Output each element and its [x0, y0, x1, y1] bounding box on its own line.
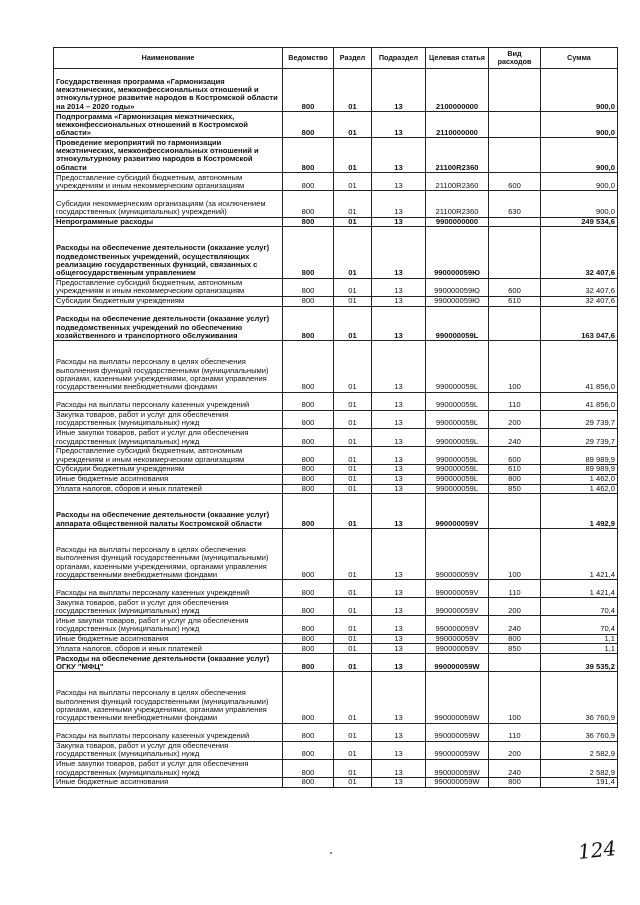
cell-sum: 1,1 [541, 634, 618, 644]
cell-subsection: 13 [372, 494, 426, 529]
cell-name: Иные закупки товаров, работ и услуг для обеспечения государственных (муниципальных) нужд [54, 759, 283, 777]
header-dept: Ведомство [283, 48, 334, 69]
cell-dept: 800 [283, 672, 334, 723]
cell-subsection: 13 [372, 616, 426, 634]
cell-section: 01 [334, 112, 372, 138]
cell-dept: 800 [283, 580, 334, 598]
table-row [54, 634, 618, 644]
cell-name: Субсидии бюджетным учреждениям [54, 296, 283, 306]
table-row [54, 69, 618, 112]
cell-expense-type: 610 [489, 296, 541, 306]
cell-expense-type [489, 654, 541, 672]
cell-section: 01 [334, 227, 372, 278]
cell-sum: 70,4 [541, 598, 618, 616]
cell-name: Расходы на выплаты персоналу казенных учреждений [54, 723, 283, 741]
cell-article: 990000059W [426, 777, 489, 787]
cell-dept: 800 [283, 484, 334, 494]
cell-name: Расходы на выплаты персоналу казенных учреждений [54, 580, 283, 598]
table-row [54, 173, 618, 191]
cell-dept: 800 [283, 341, 334, 392]
table-row [54, 341, 618, 392]
table-row [54, 616, 618, 634]
cell-dept: 800 [283, 392, 334, 410]
cell-subsection: 13 [372, 741, 426, 759]
cell-sum: 900,0 [541, 191, 618, 217]
table-row [54, 741, 618, 759]
cell-name: Иные бюджетные ассигнования [54, 777, 283, 787]
cell-subsection: 13 [372, 580, 426, 598]
table-row [54, 474, 618, 484]
cell-section: 01 [334, 723, 372, 741]
cell-dept: 800 [283, 528, 334, 579]
cell-sum: 70,4 [541, 616, 618, 634]
cell-article: 990000059Ю [426, 278, 489, 296]
cell-name: Субсидии бюджетным учреждениям [54, 464, 283, 474]
cell-article: 990000059W [426, 759, 489, 777]
table-row [54, 191, 618, 217]
cell-name: Подпрограмма «Гармонизация межэтнических, межконфессиональных отношений в Костромской области» [54, 112, 283, 138]
cell-name: Закупка товаров, работ и услуг для обеспечения государственных (муниципальных) нужд [54, 598, 283, 616]
cell-name: Иные закупки товаров, работ и услуг для обеспечения государственных (муниципальных) нужд [54, 616, 283, 634]
table-row [54, 306, 618, 341]
table-row [54, 654, 618, 672]
cell-expense-type: 240 [489, 616, 541, 634]
cell-section: 01 [334, 410, 372, 428]
page-number: 124 [576, 836, 618, 864]
cell-sum: 36 760,9 [541, 672, 618, 723]
cell-expense-type [489, 112, 541, 138]
cell-subsection: 13 [372, 759, 426, 777]
cell-name: Расходы на обеспечение деятельности (оказание услуг) подведомственных учреждений, осуществляющих реализацию государственных функций, связанных с общегосударственным управлением [54, 227, 283, 278]
cell-expense-type: 100 [489, 672, 541, 723]
cell-sum: 41 856,0 [541, 392, 618, 410]
cell-subsection: 13 [372, 528, 426, 579]
cell-section: 01 [334, 654, 372, 672]
cell-dept: 800 [283, 278, 334, 296]
cell-subsection: 13 [372, 138, 426, 173]
cell-expense-type [489, 494, 541, 529]
cell-article: 990000059L [426, 474, 489, 484]
table-row [54, 464, 618, 474]
cell-sum: 32 407,6 [541, 227, 618, 278]
cell-sum: 249 534,6 [541, 217, 618, 227]
cell-dept: 800 [283, 446, 334, 464]
cell-article: 990000059L [426, 341, 489, 392]
table-row [54, 227, 618, 278]
cell-expense-type: 600 [489, 446, 541, 464]
cell-dept: 800 [283, 428, 334, 446]
cell-expense-type [489, 138, 541, 173]
cell-article: 990000059Ю [426, 296, 489, 306]
cell-dept: 800 [283, 634, 334, 644]
cell-dept: 800 [283, 598, 334, 616]
cell-section: 01 [334, 446, 372, 464]
header-section: Раздел [334, 48, 372, 69]
cell-expense-type [489, 306, 541, 341]
cell-name: Субсидии некоммерческим организациям (за исключением государственных (муниципальных) учреждений) [54, 191, 283, 217]
cell-article: 2110000000 [426, 112, 489, 138]
cell-subsection: 13 [372, 306, 426, 341]
cell-dept: 800 [283, 616, 334, 634]
cell-name: Уплата налогов, сборов и иных платежей [54, 484, 283, 494]
cell-name: Закупка товаров, работ и услуг для обеспечения государственных (муниципальных) нужд [54, 741, 283, 759]
cell-expense-type [489, 217, 541, 227]
cell-article: 990000059L [426, 464, 489, 474]
header-name: Наименование [54, 48, 283, 69]
cell-expense-type: 100 [489, 528, 541, 579]
cell-article: 990000059L [426, 306, 489, 341]
cell-dept: 800 [283, 474, 334, 484]
cell-expense-type: 610 [489, 464, 541, 474]
cell-subsection: 13 [372, 654, 426, 672]
cell-subsection: 13 [372, 428, 426, 446]
cell-dept: 800 [283, 464, 334, 474]
cell-article: 9900000000 [426, 217, 489, 227]
cell-name: Расходы на обеспечение деятельности (оказание услуг) подведомственных учреждений по обеспечению хозяйственного и транспортного обслуживания [54, 306, 283, 341]
cell-dept: 800 [283, 227, 334, 278]
cell-dept: 800 [283, 173, 334, 191]
cell-sum: 1 462,0 [541, 474, 618, 484]
cell-section: 01 [334, 580, 372, 598]
cell-name: Иные закупки товаров, работ и услуг для обеспечения государственных (муниципальных) нужд [54, 428, 283, 446]
cell-section: 01 [334, 296, 372, 306]
table-row [54, 723, 618, 741]
cell-subsection: 13 [372, 598, 426, 616]
table-row [54, 217, 618, 227]
cell-subsection: 13 [372, 112, 426, 138]
cell-sum: 900,0 [541, 173, 618, 191]
cell-subsection: 13 [372, 723, 426, 741]
cell-sum: 900,0 [541, 138, 618, 173]
cell-section: 01 [334, 341, 372, 392]
cell-subsection: 13 [372, 777, 426, 787]
cell-subsection: 13 [372, 173, 426, 191]
cell-section: 01 [334, 616, 372, 634]
cell-expense-type: 110 [489, 723, 541, 741]
cell-subsection: 13 [372, 341, 426, 392]
table-row [54, 598, 618, 616]
cell-subsection: 13 [372, 227, 426, 278]
table-row [54, 528, 618, 579]
cell-name: Расходы на выплаты персоналу казенных учреждений [54, 392, 283, 410]
cell-name: Расходы на обеспечение деятельности (оказание услуг) аппарата общественной палаты Костромской области [54, 494, 283, 529]
cell-section: 01 [334, 392, 372, 410]
cell-article: 990000059V [426, 580, 489, 598]
table-row [54, 428, 618, 446]
table-row [54, 392, 618, 410]
cell-subsection: 13 [372, 446, 426, 464]
cell-expense-type: 240 [489, 428, 541, 446]
cell-section: 01 [334, 217, 372, 227]
cell-sum: 1,1 [541, 644, 618, 654]
header-expense-type: Вид расходов [489, 48, 541, 69]
table-row [54, 759, 618, 777]
cell-subsection: 13 [372, 644, 426, 654]
cell-sum: 2 582,9 [541, 741, 618, 759]
cell-article: 990000059L [426, 428, 489, 446]
cell-subsection: 13 [372, 296, 426, 306]
cell-expense-type: 800 [489, 474, 541, 484]
table-row [54, 484, 618, 494]
cell-dept: 800 [283, 654, 334, 672]
cell-section: 01 [334, 634, 372, 644]
cell-article: 990000059V [426, 634, 489, 644]
cell-article: 21100R2360 [426, 191, 489, 217]
cell-section: 01 [334, 644, 372, 654]
table-header-row [54, 48, 618, 69]
cell-expense-type: 630 [489, 191, 541, 217]
cell-dept: 800 [283, 644, 334, 654]
cell-sum: 32 407,6 [541, 278, 618, 296]
cell-name: Расходы на выплаты персоналу в целях обеспечения выполнения функций государственными (муниципальными) органами, казенными учреждениями, органами управления государственными внебюджетными фондами [54, 341, 283, 392]
cell-sum: 2 582,9 [541, 759, 618, 777]
cell-sum: 900,0 [541, 69, 618, 112]
cell-expense-type: 800 [489, 777, 541, 787]
cell-subsection: 13 [372, 217, 426, 227]
cell-section: 01 [334, 494, 372, 529]
cell-sum: 900,0 [541, 112, 618, 138]
cell-dept: 800 [283, 112, 334, 138]
cell-name: Закупка товаров, работ и услуг для обеспечения государственных (муниципальных) нужд [54, 410, 283, 428]
cell-subsection: 13 [372, 278, 426, 296]
cell-dept: 800 [283, 759, 334, 777]
cell-name: Расходы на выплаты персоналу в целях обеспечения выполнения функций государственными (муниципальными) органами, казенными учреждениями, органами управления государственными внебюджетными фондами [54, 528, 283, 579]
cell-article: 990000059L [426, 446, 489, 464]
cell-sum: 29 739,7 [541, 428, 618, 446]
cell-expense-type: 200 [489, 741, 541, 759]
header-article: Целевая статья [426, 48, 489, 69]
cell-article: 990000059L [426, 484, 489, 494]
cell-expense-type: 850 [489, 484, 541, 494]
cell-expense-type: 600 [489, 173, 541, 191]
cell-subsection: 13 [372, 191, 426, 217]
cell-subsection: 13 [372, 410, 426, 428]
cell-expense-type: 200 [489, 410, 541, 428]
scan-speck [330, 852, 332, 854]
table-row [54, 777, 618, 787]
cell-expense-type: 600 [489, 278, 541, 296]
cell-section: 01 [334, 777, 372, 787]
cell-name: Иные бюджетные ассигнования [54, 474, 283, 484]
cell-article: 2100000000 [426, 69, 489, 112]
cell-section: 01 [334, 474, 372, 484]
cell-sum: 1 421,4 [541, 580, 618, 598]
cell-dept: 800 [283, 138, 334, 173]
cell-expense-type [489, 227, 541, 278]
table-row [54, 580, 618, 598]
cell-expense-type: 200 [489, 598, 541, 616]
cell-section: 01 [334, 138, 372, 173]
cell-article: 990000059W [426, 672, 489, 723]
header-subsection: Подраздел [372, 48, 426, 69]
cell-name: Уплата налогов, сборов и иных платежей [54, 644, 283, 654]
cell-sum: 163 047,6 [541, 306, 618, 341]
cell-expense-type: 240 [489, 759, 541, 777]
cell-article: 21100R2360 [426, 138, 489, 173]
cell-article: 990000059W [426, 723, 489, 741]
cell-sum: 36 760,9 [541, 723, 618, 741]
cell-dept: 800 [283, 191, 334, 217]
header-sum: Сумма [541, 48, 618, 69]
cell-subsection: 13 [372, 69, 426, 112]
cell-dept: 800 [283, 69, 334, 112]
cell-dept: 800 [283, 410, 334, 428]
cell-section: 01 [334, 428, 372, 446]
table-row [54, 138, 618, 173]
table-row [54, 494, 618, 529]
budget-table-page [53, 47, 617, 788]
cell-sum: 39 535,2 [541, 654, 618, 672]
cell-dept: 800 [283, 777, 334, 787]
cell-section: 01 [334, 306, 372, 341]
cell-sum: 89 989,9 [541, 446, 618, 464]
cell-section: 01 [334, 759, 372, 777]
cell-section: 01 [334, 484, 372, 494]
cell-dept: 800 [283, 217, 334, 227]
cell-article: 990000059W [426, 654, 489, 672]
cell-dept: 800 [283, 306, 334, 341]
cell-dept: 800 [283, 741, 334, 759]
cell-name: Иные бюджетные ассигнования [54, 634, 283, 644]
cell-name: Непрограммные расходы [54, 217, 283, 227]
cell-sum: 41 856,0 [541, 341, 618, 392]
cell-expense-type [489, 69, 541, 112]
cell-article: 990000059V [426, 644, 489, 654]
cell-expense-type: 800 [489, 634, 541, 644]
cell-subsection: 13 [372, 672, 426, 723]
cell-article: 990000059W [426, 741, 489, 759]
cell-article: 990000059L [426, 392, 489, 410]
cell-subsection: 13 [372, 484, 426, 494]
cell-section: 01 [334, 278, 372, 296]
cell-section: 01 [334, 173, 372, 191]
cell-expense-type: 110 [489, 392, 541, 410]
cell-section: 01 [334, 598, 372, 616]
cell-section: 01 [334, 191, 372, 217]
cell-article: 990000059V [426, 616, 489, 634]
budget-table [53, 47, 618, 788]
table-body [54, 69, 618, 788]
cell-expense-type: 100 [489, 341, 541, 392]
cell-article: 21100R2360 [426, 173, 489, 191]
cell-section: 01 [334, 741, 372, 759]
cell-article: 990000059V [426, 494, 489, 529]
cell-subsection: 13 [372, 392, 426, 410]
cell-expense-type: 850 [489, 644, 541, 654]
cell-subsection: 13 [372, 474, 426, 484]
cell-article: 990000059V [426, 598, 489, 616]
cell-dept: 800 [283, 296, 334, 306]
cell-sum: 1 421,4 [541, 528, 618, 579]
table-row [54, 296, 618, 306]
cell-name: Расходы на выплаты персоналу в целях обеспечения выполнения функций государственными (муниципальными) органами, казенными учреждениями, органами управления государственными внебюджетными фондами [54, 672, 283, 723]
cell-article: 990000059V [426, 528, 489, 579]
table-row [54, 672, 618, 723]
table-row [54, 278, 618, 296]
cell-article: 990000059L [426, 410, 489, 428]
cell-name: Предоставление субсидий бюджетным, автономным учреждениям и иным некоммерческим организациям [54, 173, 283, 191]
cell-dept: 800 [283, 723, 334, 741]
cell-subsection: 13 [372, 634, 426, 644]
cell-sum: 29 739,7 [541, 410, 618, 428]
cell-sum: 89 989,9 [541, 464, 618, 474]
cell-section: 01 [334, 464, 372, 474]
cell-name: Проведение мероприятий по гармонизации межэтнических, межконфессиональных отношений и этнокультурному развитию народов в Костромской области [54, 138, 283, 173]
cell-subsection: 13 [372, 464, 426, 474]
cell-section: 01 [334, 672, 372, 723]
cell-sum: 1 462,0 [541, 484, 618, 494]
cell-name: Предоставление субсидий бюджетным, автономным учреждениям и иным некоммерческим организациям [54, 278, 283, 296]
cell-name: Расходы на обеспечение деятельности (оказание услуг) ОГКУ "МФЦ" [54, 654, 283, 672]
cell-sum: 191,4 [541, 777, 618, 787]
cell-sum: 32 407,6 [541, 296, 618, 306]
table-row [54, 446, 618, 464]
cell-section: 01 [334, 528, 372, 579]
cell-name: Государственная программа «Гармонизация межэтнических, межконфессиональных отношений и этнокультурное развитие народов в Костромской области на 2014 – 2020 годы» [54, 69, 283, 112]
cell-article: 990000059Ю [426, 227, 489, 278]
table-row [54, 644, 618, 654]
cell-expense-type: 110 [489, 580, 541, 598]
cell-name: Предоставление субсидий бюджетным, автономным учреждениям и иным некоммерческим организациям [54, 446, 283, 464]
table-row [54, 410, 618, 428]
cell-sum: 1 492,9 [541, 494, 618, 529]
table-row [54, 112, 618, 138]
cell-section: 01 [334, 69, 372, 112]
cell-dept: 800 [283, 494, 334, 529]
